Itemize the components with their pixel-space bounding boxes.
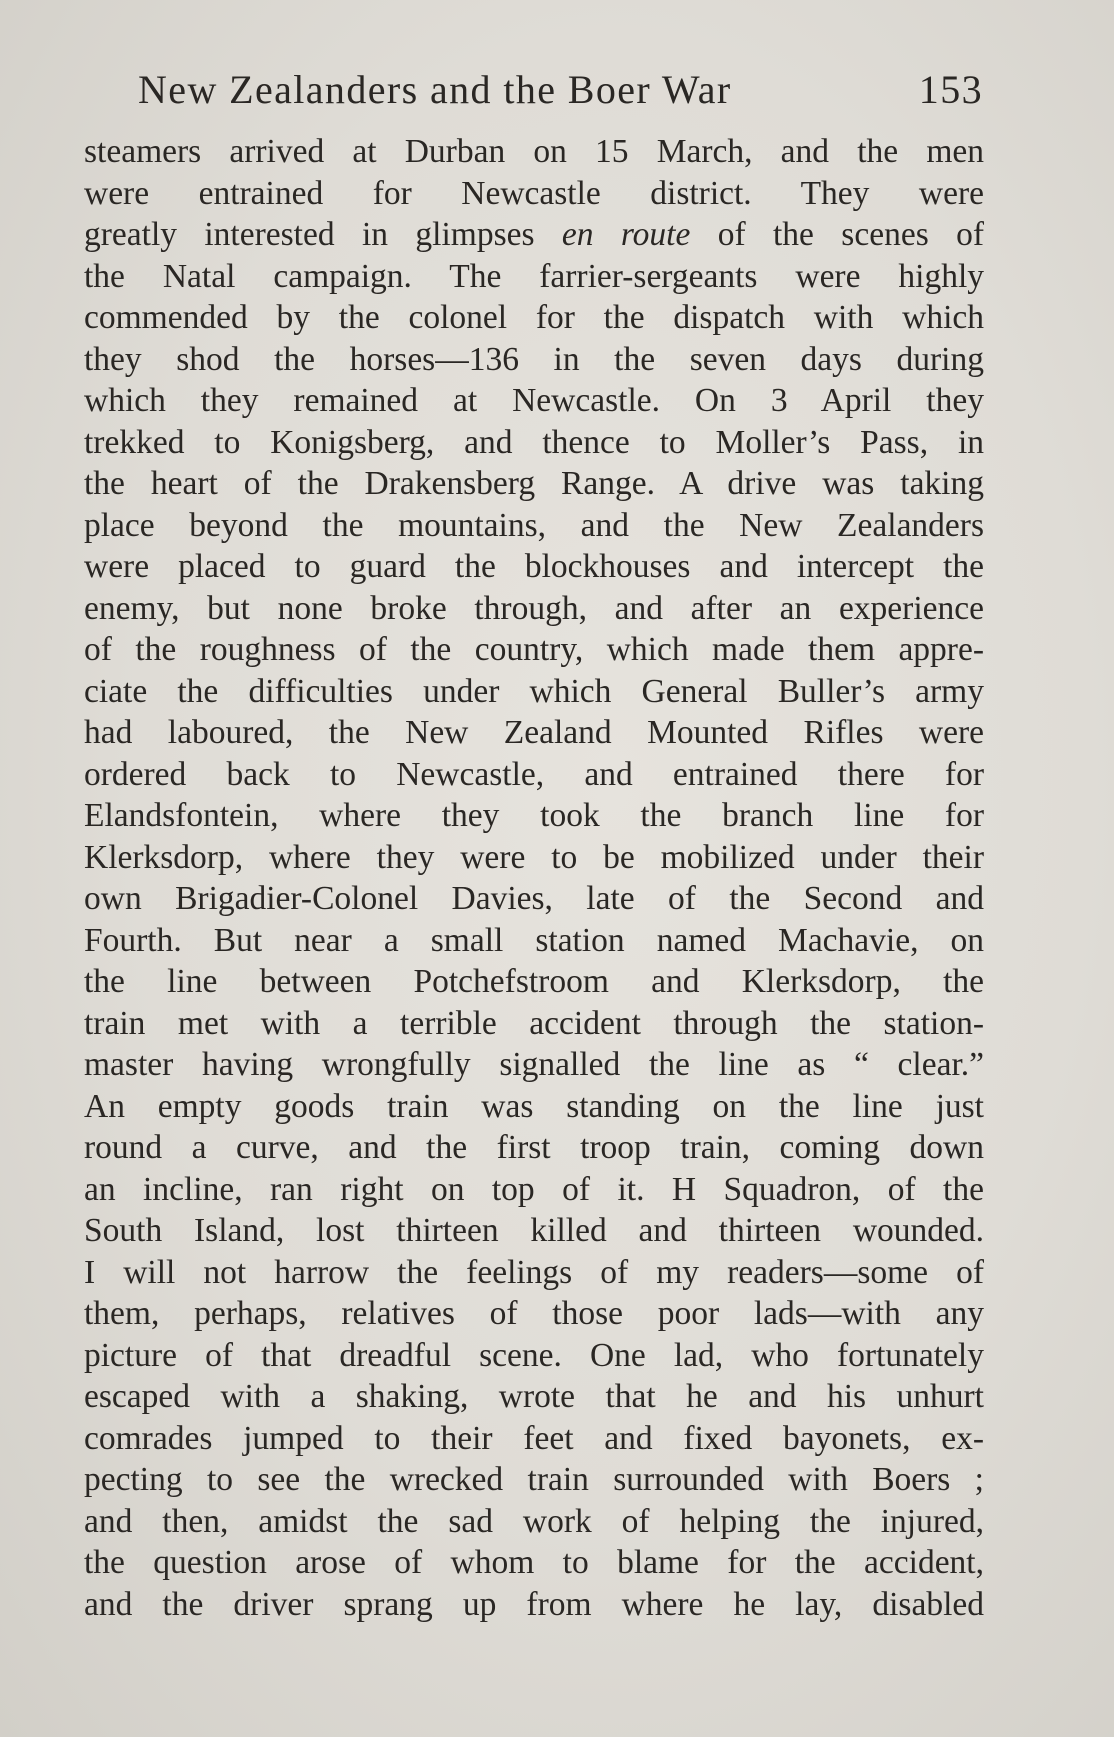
text-segment: the Natal campaign. The farrier-sergeants were highly (84, 257, 984, 295)
text-line (84, 920, 984, 962)
text-segment: enemy, but none broke through, and after an experience (84, 589, 984, 627)
text-line (84, 1044, 984, 1086)
text-line (84, 961, 984, 1003)
text-line (84, 1459, 984, 1501)
text-line (84, 380, 984, 422)
text-segment: which they remained at Newcastle. On 3 April they (84, 382, 984, 419)
text-segment: Fourth. But near a small station named Machavie, on (84, 921, 984, 959)
text-segment: them, perhaps, relatives of those poor lads—with any (84, 1295, 984, 1332)
text-segment: and the driver sprang up from where he lay, disabled (84, 1585, 984, 1623)
text-line (84, 131, 984, 173)
text-segment: ciate the difficulties under which General Buller’s army (84, 672, 984, 710)
text-line (84, 1086, 984, 1128)
text-segment: South Island, lost thirteen killed and thirteen wounded. (84, 1212, 984, 1249)
text-line (84, 1335, 984, 1377)
text-segment: An empty goods train was standing on the line just (84, 1087, 984, 1125)
text-segment: the heart of the Drakensberg Range. A drive was taking (84, 465, 984, 502)
text-line (84, 754, 984, 796)
text-segment: of the scenes of (690, 216, 984, 253)
text-segment: the question arose of whom to blame for the accident, (84, 1544, 984, 1581)
text-line (84, 339, 984, 381)
page-number: 153 (918, 67, 983, 112)
text-line (84, 712, 984, 754)
running-title: New Zealanders and the Boer War (138, 67, 732, 112)
text-segment: an incline, ran right on top of it. H Squadron, of the (84, 1170, 984, 1208)
text-segment: greatly interested in glimpses (84, 216, 562, 253)
text-segment: ordered back to Newcastle, and entrained there for (84, 755, 984, 793)
text-segment: own Brigadier-Colonel Davies, late of the Second and (84, 880, 984, 917)
text-line (84, 256, 984, 298)
text-segment: escaped with a shaking, wrote that he and his unhurt (84, 1378, 984, 1415)
text-line (84, 1127, 984, 1169)
text-line (84, 173, 984, 215)
text-segment: and then, amidst the sad work of helping the injured, (84, 1502, 984, 1540)
text-line (84, 1376, 984, 1418)
text-segment: place beyond the mountains, and the New Zealanders (84, 506, 984, 544)
text-line (84, 1169, 984, 1211)
text-segment: picture of that dreadful scene. One lad, who fortunately (84, 1336, 984, 1374)
text-line (84, 671, 984, 713)
text-segment: Klerksdorp, where they were to be mobilized under their (84, 838, 984, 876)
text-segment: had laboured, the New Zealand Mounted Rifles were (84, 714, 984, 751)
text-segment: the line between Potchefstroom and Klerksdorp, the (84, 963, 984, 1000)
text-segment: master having wrongfully signalled the line as “ clear.” (84, 1046, 984, 1083)
text-line (84, 588, 984, 630)
text-segment: pecting to see the wrecked train surrounded with Boers ; (84, 1461, 984, 1498)
text-segment: were entrained for Newcastle district. They were (84, 174, 984, 212)
text-segment: trekked to Konigsberg, and thence to Moller’s Pass, in (84, 423, 984, 461)
text-segment: were placed to guard the blockhouses and intercept the (84, 548, 984, 585)
text-line (84, 1252, 984, 1294)
italic-phrase: en route (561, 216, 691, 253)
text-segment: comrades jumped to their feet and fixed bayonets, ex- (84, 1419, 984, 1457)
text-segment: Elandsfontein, where they took the branch line for (84, 797, 984, 834)
text-line (84, 463, 984, 505)
text-segment: they shod the horses—136 in the seven days during (84, 340, 984, 378)
text-line (84, 1210, 984, 1252)
text-line (84, 878, 984, 920)
text-line (84, 795, 984, 837)
text-segment: train met with a terrible accident through the station- (84, 1004, 984, 1042)
text-line (84, 546, 984, 588)
text-line (84, 1584, 984, 1626)
text-line (84, 505, 984, 547)
text-line (84, 629, 984, 671)
text-line (84, 1293, 984, 1335)
text-line (84, 422, 984, 464)
running-head (138, 62, 983, 118)
text-segment: commended by the colonel for the dispatch with which (84, 299, 984, 336)
text-line (84, 1418, 984, 1460)
text-line (84, 297, 984, 339)
text-segment: I will not harrow the feelings of my readers—some of (84, 1253, 984, 1291)
text-line (84, 1501, 984, 1543)
text-line (84, 214, 984, 256)
text-segment: of the roughness of the country, which made them appre- (84, 631, 984, 668)
text-line (84, 1003, 984, 1045)
text-segment: round a curve, and the first troop train, coming down (84, 1129, 984, 1166)
text-line (84, 1542, 984, 1584)
body-text (84, 131, 984, 1625)
text-segment: steamers arrived at Durban on 15 March, and the men (84, 133, 984, 170)
text-line (84, 837, 984, 879)
